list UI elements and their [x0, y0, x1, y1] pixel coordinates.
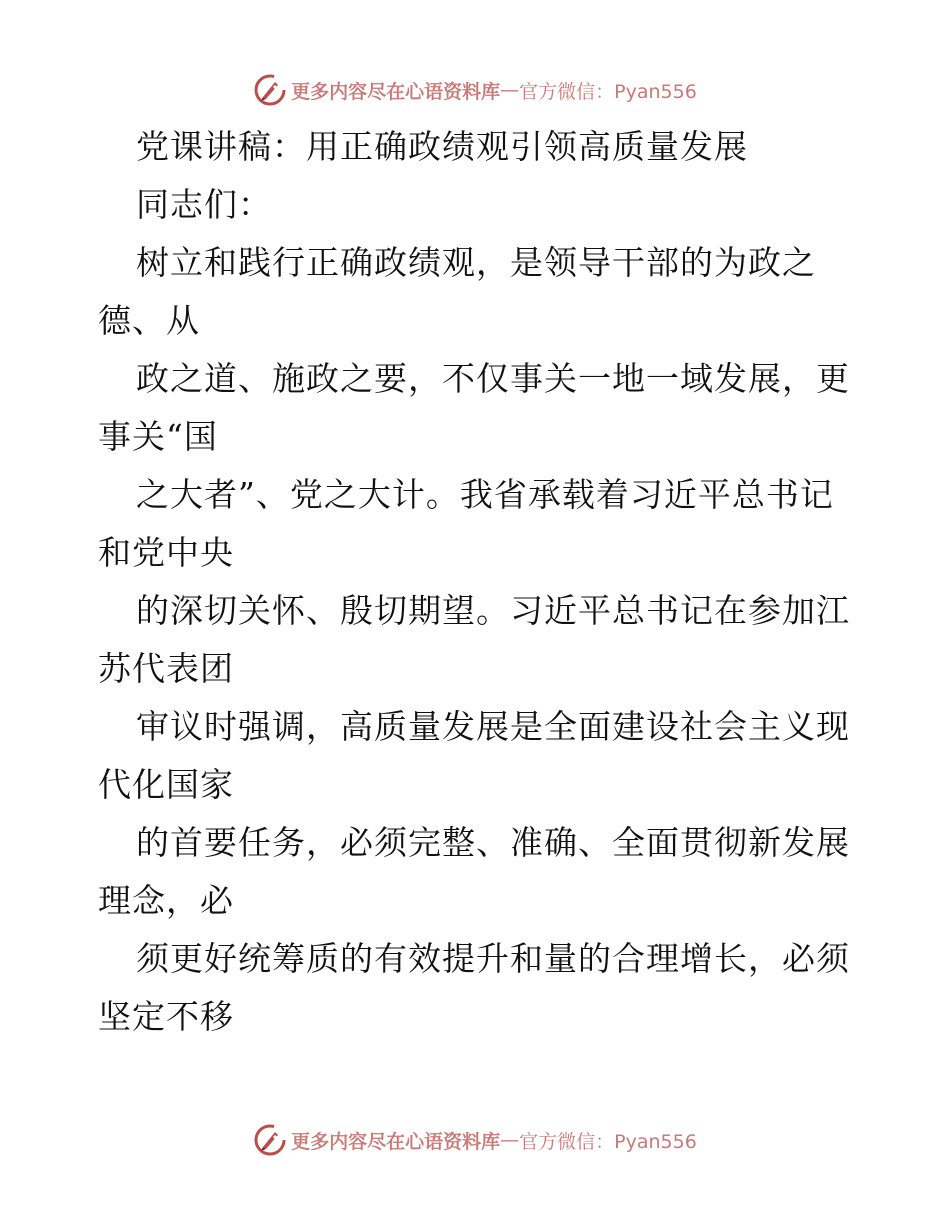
paragraph-line: 之大者”、党之大计。我省承载着习近平总书记 [136, 475, 834, 514]
pen-nib-logo-icon [253, 1123, 287, 1157]
paragraph-line: 须更好统筹质的有效提升和量的合理增长，必须 [136, 939, 850, 978]
salutation: 同志们： [136, 185, 272, 224]
banner-dash: — [500, 1129, 520, 1151]
paragraph-line: 苏代表团 [98, 649, 234, 688]
paragraph-line: 树立和践行正确政绩观，是领导干部的为政之 [136, 243, 816, 282]
paragraph-line: 政之道、施政之要，不仅事关一地一域发展，更 [136, 359, 850, 398]
paragraph-line: 的深切关怀、殷切期望。习近平总书记在参加江 [136, 591, 850, 630]
banner-wechat: 官方微信：Pyan556 [519, 1130, 697, 1153]
paragraph-line: 代化国家 [98, 765, 234, 804]
banner-site-name: 更多内容尽在心语资料库 [291, 80, 501, 103]
paragraph-line: 坚定不移 [98, 997, 234, 1036]
banner-site-name: 更多内容尽在心语资料库 [291, 1130, 501, 1153]
banner-wechat: 官方微信：Pyan556 [519, 80, 697, 103]
footer-banner [0, 1120, 950, 1160]
paragraph-line: 审议时强调，高质量发展是全面建设社会主义现 [136, 707, 850, 746]
paragraph-line: 和党中央 [98, 533, 234, 572]
header-banner [0, 70, 950, 110]
paragraph-line: 德、从 [98, 301, 200, 340]
paragraph-line: 的首要任务，必须完整、准确、全面贯彻新发展 [136, 823, 850, 862]
pen-nib-logo-icon [253, 73, 287, 107]
banner-dash: — [500, 79, 520, 101]
paragraph-line: 事关“国 [98, 417, 218, 456]
paragraph-line: 理念，必 [98, 881, 234, 920]
document-title: 党课讲稿：用正确政绩观引领高质量发展 [136, 127, 748, 166]
document-body [98, 118, 858, 1046]
